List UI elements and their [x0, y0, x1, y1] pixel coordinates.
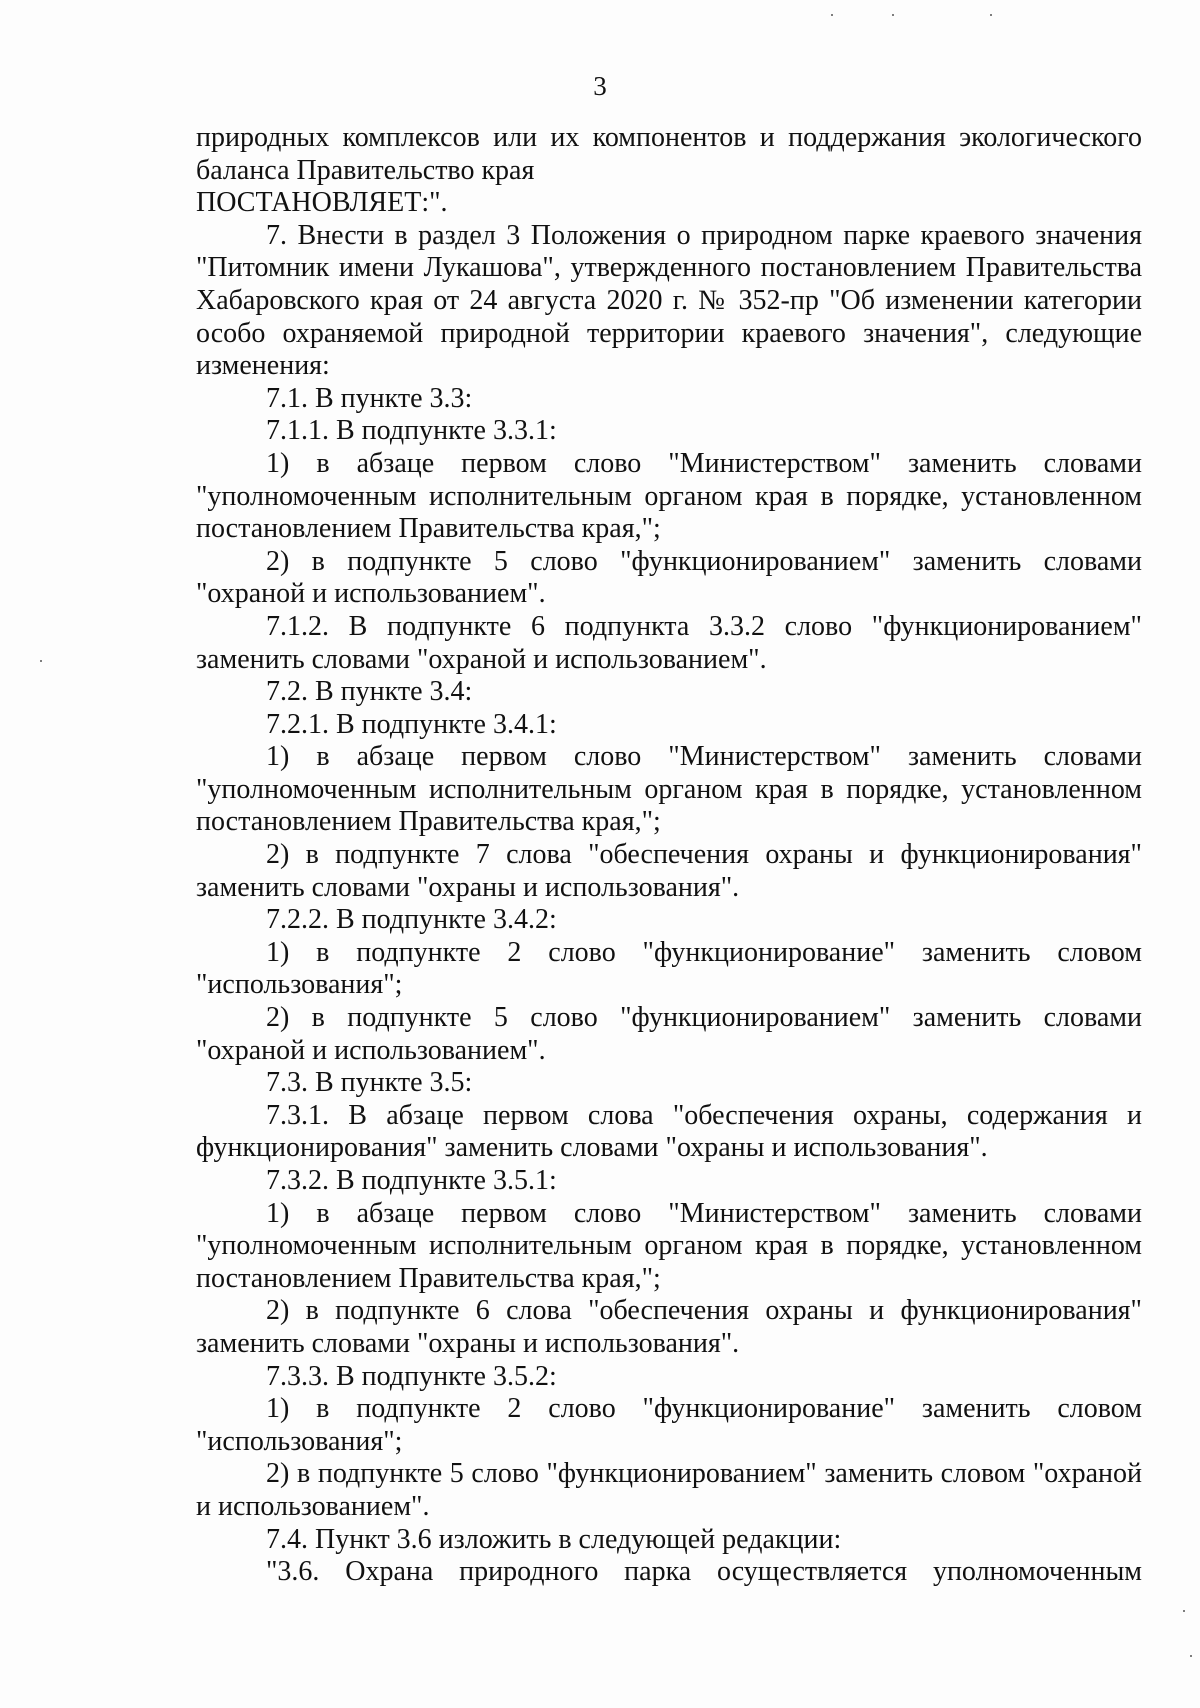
paragraph: 2) в подпункте 5 слово "функционированием" заменить словом "охраной и использованием".	[196, 1458, 1142, 1522]
paragraph: 7.3.1. В абзаце первом слова "обеспечения охраны, содержания и функционирования" заменить словами "охраны и использования".	[196, 1099, 1142, 1164]
paragraph: 7.1. В пункте 3.3:	[266, 382, 473, 414]
paragraph: 7.3.3. В подпункте 3.5.2:	[266, 1360, 557, 1392]
paragraph: 7.3. В пункте 3.5:	[266, 1067, 473, 1099]
paragraph: 1) в абзаце первом слово "Министерством" заменить словами "уполномоченным исполнительным органом края в порядке, установленном постановлением Правительства края,";	[196, 1197, 1142, 1294]
paragraph: ПОСТАНОВЛЯЕТ:".	[196, 187, 448, 219]
document-body	[196, 122, 1142, 1589]
paragraph: 7.3.2. В подпункте 3.5.1:	[266, 1165, 557, 1196]
paragraph: 1) в подпункте 2 слово "функционирование" заменить словом "использования";	[196, 936, 1142, 1001]
paragraph: 7.2.1. В подпункте 3.4.1:	[266, 708, 557, 740]
paragraph: "3.6. Охрана природного парка осуществляется уполномоченным	[266, 1556, 1142, 1588]
paragraph: 2) в подпункте 5 слово "функционированием" заменить словами "охраной и использованием".	[196, 545, 1142, 610]
paragraph: 2) в подпункте 5 слово "функционированием" заменить словами "охраной и использованием".	[196, 1002, 1142, 1066]
paragraph: 2) в подпункте 6 слова "обеспечения охраны и функционирования" заменить словами "охраны и использования".	[196, 1295, 1142, 1359]
scan-speck	[1183, 1610, 1185, 1612]
paragraph: 7.2.2. В подпункте 3.4.2:	[266, 904, 557, 936]
paragraph: 2) в подпункте 7 слова "обеспечения охраны и функционирования" заменить словами "охраны и использования".	[196, 839, 1142, 903]
paragraph: 7.4. Пункт 3.6 изложить в следующей редакции:	[266, 1523, 842, 1555]
scan-speck	[892, 14, 894, 16]
paragraph: 7.1.1. В подпункте 3.3.1:	[266, 415, 557, 447]
scan-speck	[990, 14, 992, 16]
paragraph: 1) в подпункте 2 слово "функционирование" заменить словом "использования";	[196, 1393, 1142, 1457]
page-number: 3	[593, 71, 607, 101]
paragraph: 7. Внести в раздел 3 Положения о природном парке краевого значения "Питомник имени Лукашова", утвержденного постановлением Правительства Хабаровского края от 24 августа 2020 г. № 352-пр "Об изменении категории особо охраняемой природной территории краевого значения", следующие изменения:	[196, 219, 1142, 382]
paragraph: 7.2. В пункте 3.4:	[266, 676, 473, 708]
paragraph: 7.1.2. В подпункте 6 подпункта 3.3.2 слово "функционированием" заменить словами "охраной и использованием".	[196, 610, 1142, 675]
paragraph: 1) в абзаце первом слово "Министерством" заменить словами "уполномоченным исполнительным органом края в порядке, установленном постановлением Правительства края,";	[196, 447, 1142, 545]
scan-speck	[1190, 1655, 1192, 1657]
scan-speck	[40, 660, 42, 662]
paragraph: 1) в абзаце первом слово "Министерством" заменить словами "уполномоченным исполнительным органом края в порядке, установленном постановлением Правительства края,";	[196, 741, 1142, 838]
scan-speck	[831, 14, 833, 16]
paragraph: природных комплексов или их компонентов и поддержания экологического баланса Правительство края	[196, 122, 1142, 186]
